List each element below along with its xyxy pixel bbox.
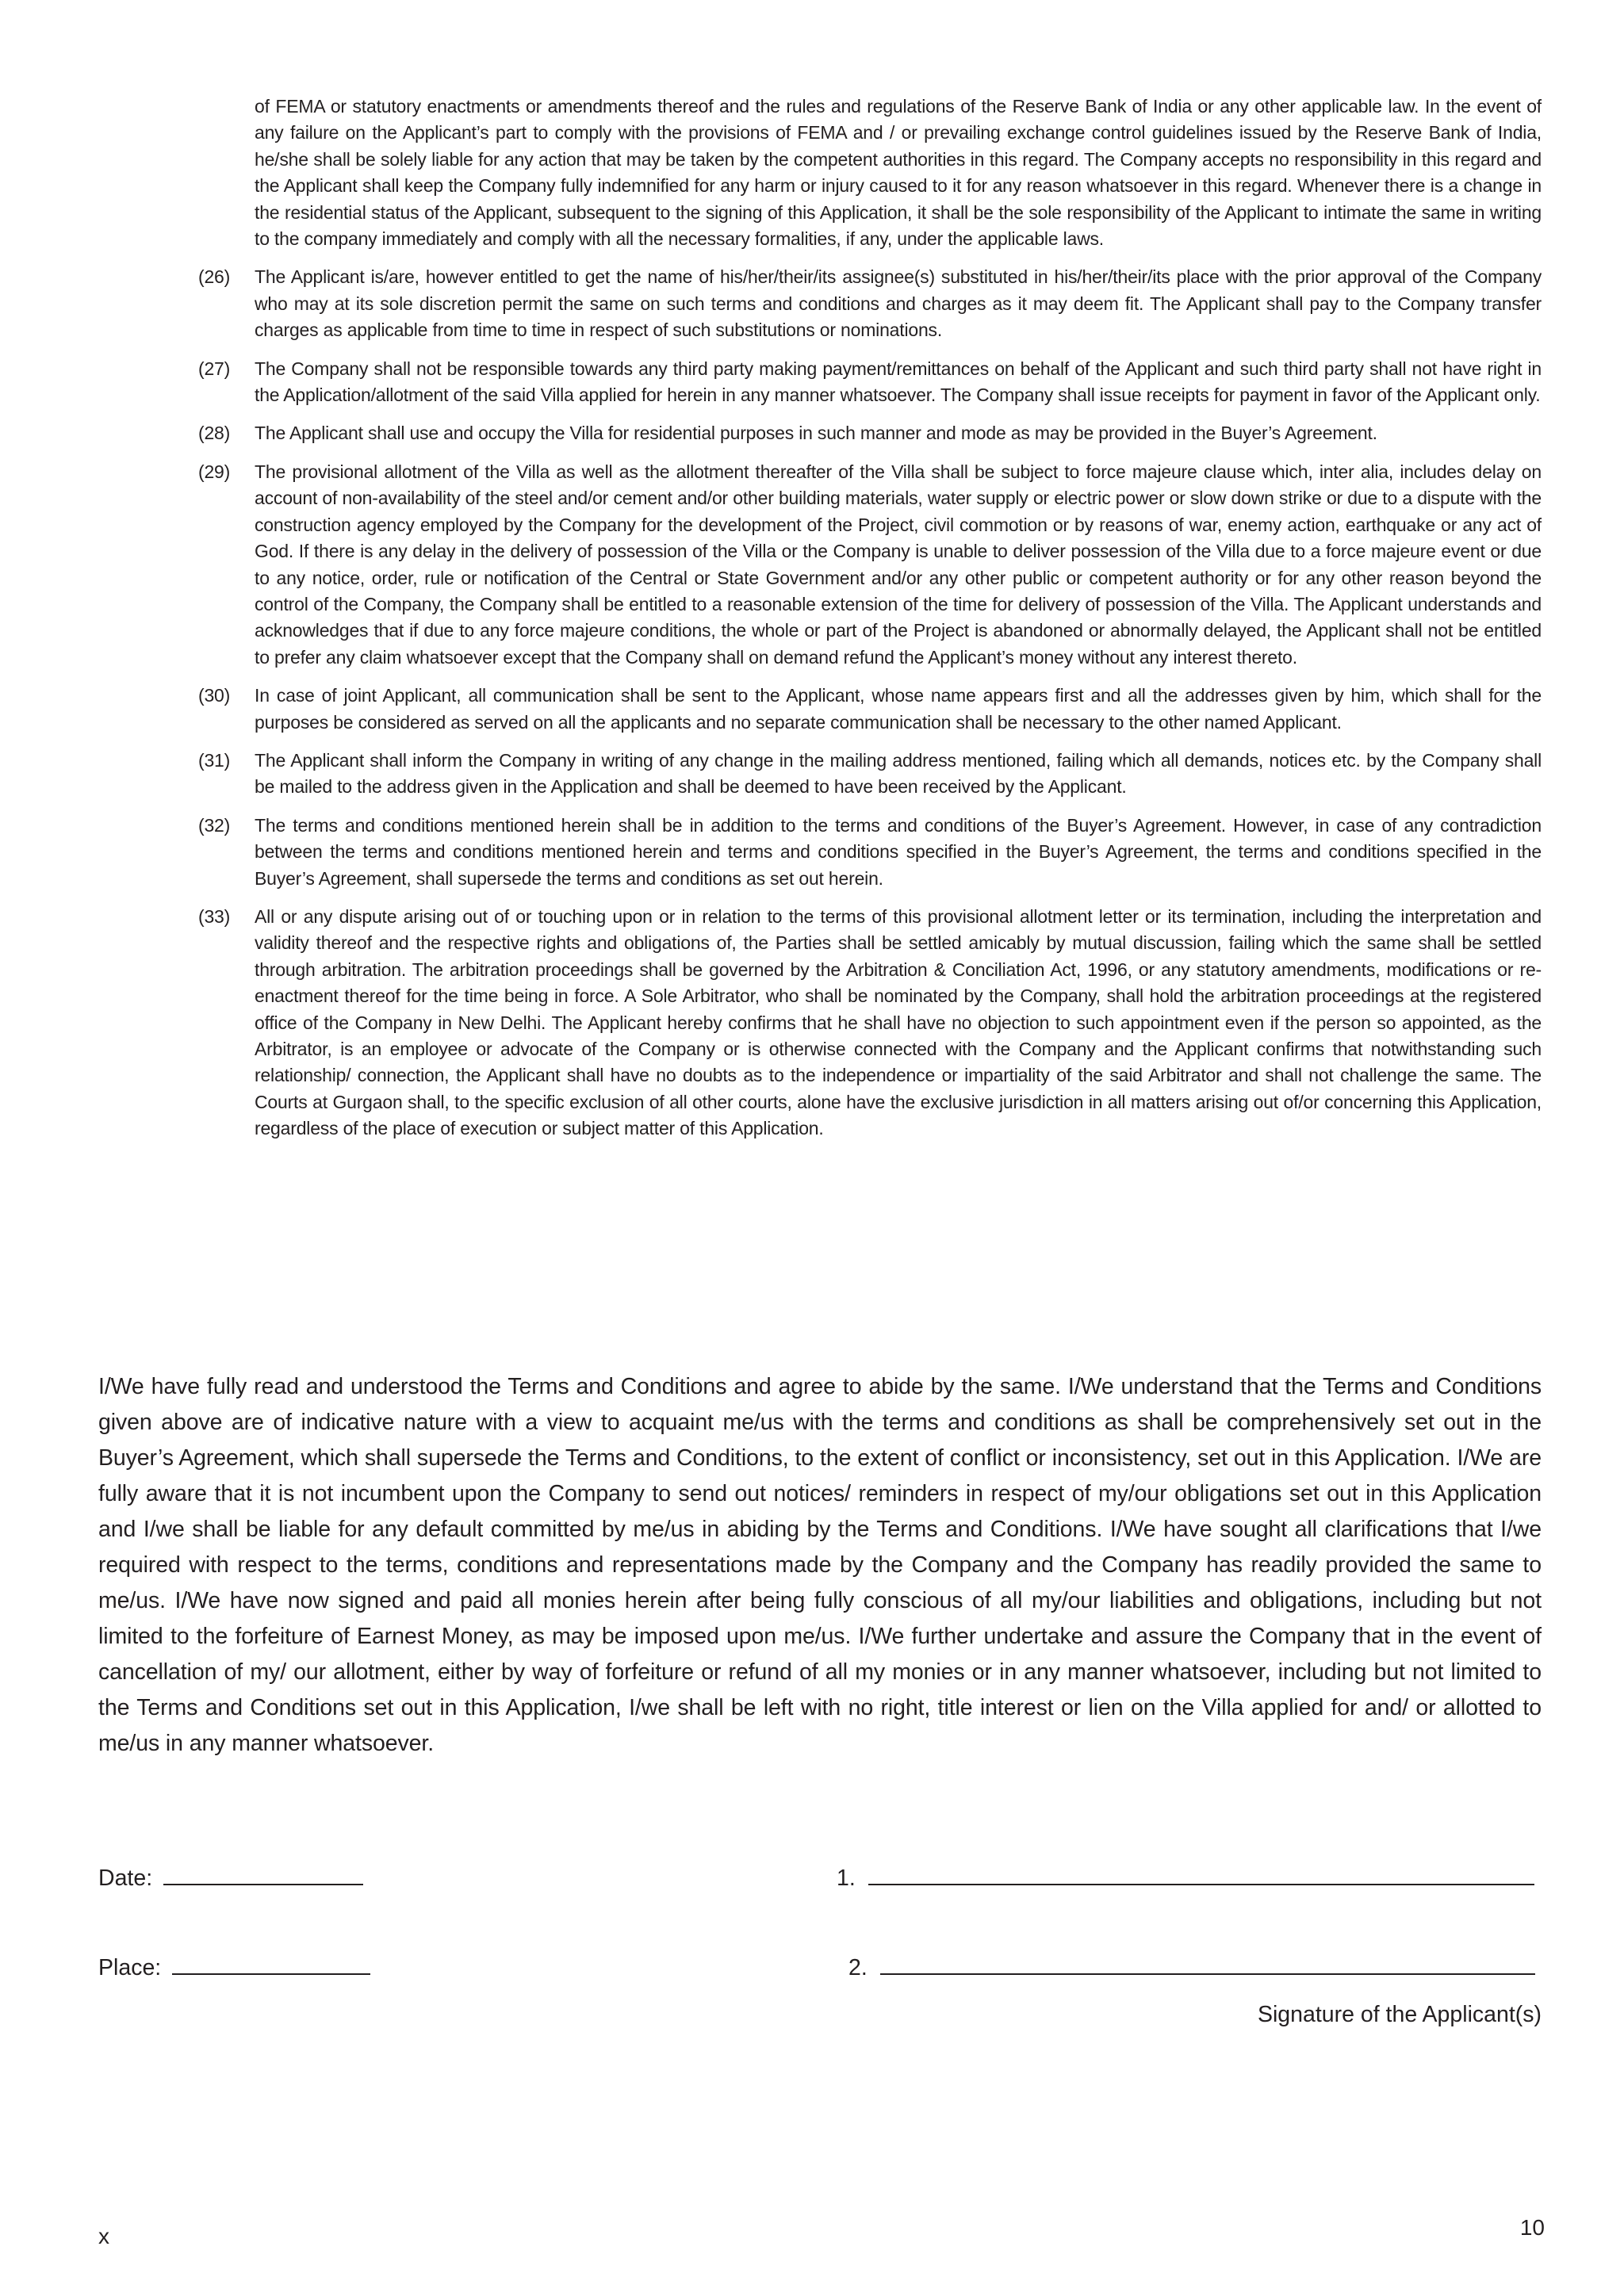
clause-number: (27) <box>198 358 231 379</box>
signature-line-2-row <box>848 1950 1535 1982</box>
clause-25-continuation <box>198 94 1542 252</box>
clause-text: In case of joint Applicant, all communication shall be sent to the Applicant, whose name appears first and all the addresses given by him, which shall for the purposes be considered as served on all the applicants and no separate communication shall be necessary to the other named Applicant. <box>255 685 1542 733</box>
clause-number: (29) <box>198 461 231 482</box>
clause-27 <box>198 356 1542 409</box>
signature-caption: Signature of the Applicant(s) <box>1257 2002 1542 2027</box>
place-field[interactable] <box>172 1950 370 1975</box>
applicant-declaration: I/We have fully read and understood the Terms and Conditions and agree to abide by the same. I/We understand that the Terms and Conditions given above are of indicative nature with a view to acquaint me/us with the terms and conditions as shall be comprehensively set out in the Buyer’s Agreement, which shall supersede the Terms and Conditions, to the extent of conflict or inconsistency, set out in this Application. I/We are fully aware that it is not incumbent upon the Company to send out notices/ reminders in respect of my/our obligations set out in this Application and I/we shall be liable for any default committed by me/us in abiding by the Terms and Conditions. I/We have sought all clarifications that I/we required with respect to the terms, conditions and representations made by the Company and the Company has readily provided the same to me/us. I/We have now signed and paid all monies herein after being fully conscious of all my/our liabilities and obligations, including but not limited to the forfeiture of Earnest Money, as may be imposed upon me/us. I/We further undertake and assure the Company that in the event of cancellation of my/ our allotment, either by way of forfeiture or refund of all my monies or in any manner whatsoever, including but not limited to the Terms and Conditions set out in this Application, I/we shall be left with no right, title interest or lien on the Villa applied for and/ or allotted to me/us in any manner whatsoever. <box>98 1374 1542 1756</box>
place-row <box>98 1950 370 1982</box>
signature-line-2-field[interactable] <box>880 1950 1535 1975</box>
clause-28 <box>198 420 1542 446</box>
date-field[interactable] <box>163 1860 363 1885</box>
signature-line-2-label: 2. <box>848 1955 868 1980</box>
clause-text: The terms and conditions mentioned herein shall be in addition to the terms and conditions of the Buyer’s Agreement. However, in case of any contradiction between the terms and conditions mentioned herein and terms and conditions specified in the Buyer’s Agreement, the terms and conditions specified in the Buyer’s Agreement, shall supersede the terms and conditions as set out herein. <box>255 814 1542 889</box>
clause-number: (28) <box>198 423 231 444</box>
terms-clauses <box>198 94 1542 1154</box>
clause-number: (30) <box>198 685 231 706</box>
signature-line-1-row <box>837 1860 1534 1892</box>
page-number: 10 <box>1519 2215 1545 2240</box>
clause-text: All or any dispute arising out of or touching upon or in relation to the terms of this provisional allotment letter or its termination, including the interpretation and validity thereof and the respective rights and obligations of, the Parties shall be settled amicably by mutual discussion, failing which the same shall be settled through arbitration. The arbitration proceedings shall be governed by the Arbitration & Conciliation Act, 1996, or any statutory amendments, modifications or re-enactment thereof for the time being in force. A Sole Arbitrator, who shall be nominated by the Company, shall hold the arbitration proceedings at the registered office of the Company in New Delhi. The Applicant hereby confirms that he shall have no objection to such appointment even if the person so appointed, as the Arbitrator, is an employee or advocate of the Company or is otherwise connected with the Company and the Applicant confirms that notwithstanding such relationship/ connection, the Applicant shall have no doubts as to the independence or impartiality of the said Arbitrator and shall not challenge the same. The Courts at Gurgaon shall, to the specific exclusion of all other courts, alone have the exclusive jurisdiction in all matters arising out of/or concerning this Application, regardless of the place of execution or subject matter of this Application. <box>255 905 1542 1139</box>
clause-text: The provisional allotment of the Villa as well as the allotment thereafter of the Villa shall be subject to force majeure clause which, inter alia, includes delay on account of non-availability of the steel and/or cement and/or other building materials, water supply or electric power or slow down strike or due to a dispute with the construction agency employed by the Company for the development of the Project, civil commotion or by reasons of war, enemy action, earthquake or any act of God. If there is any delay in the delivery of possession of the Villa or the Company is unable to deliver possession of the Villa due to a force majeure event or due to any notice, order, rule or notification of the Central or State Government and/or any other public or competent authority or for any other reason beyond the control of the Company, the Company shall be entitled to a reasonable extension of the time for delivery of possession of the Villa. The Applicant understands and acknowledges that if due to any force majeure conditions, the whole or part of the Project is abandoned or abnormally delayed, the Applicant shall not be entitled to prefer any claim whatsoever except that the Company shall on demand refund the Applicant’s money without any interest thereto. <box>255 461 1542 668</box>
signature-line-1-label: 1. <box>837 1866 856 1891</box>
clause-text: The Applicant shall use and occupy the Villa for residential purposes in such manner and mode as may be provided in the Buyer’s Agreement. <box>255 423 1377 444</box>
clause-33 <box>198 904 1542 1142</box>
clause-30 <box>198 683 1542 736</box>
clause-text: The Company shall not be responsible towards any third party making payment/remittances on behalf of the Applicant and such third party shall not have right in the Application/allotment of the said Villa applied for herein in any manner whatsoever. The Company shall issue receipts for payment in favor of the Applicant only. <box>255 358 1542 406</box>
clause-number: (26) <box>198 266 231 288</box>
clause-26 <box>198 264 1542 343</box>
clause-number: (31) <box>198 749 231 771</box>
date-row <box>98 1860 363 1892</box>
clause-text: The Applicant is/are, however entitled to get the name of his/her/their/its assignee(s) substituted in his/her/their/its place with the prior approval of the Company who may at its sole discretion permit the same on such terms and conditions and charges as it may deem fit. The Applicant shall pay to the Company transfer charges as applicable from time to time in respect of such substitutions or nominations. <box>255 266 1542 341</box>
clause-31 <box>198 748 1542 801</box>
clause-32 <box>198 813 1542 892</box>
clause-number: (33) <box>198 905 231 927</box>
clause-number: (32) <box>198 814 231 836</box>
clause-29 <box>198 459 1542 671</box>
signature-line-1-field[interactable] <box>868 1860 1534 1885</box>
clause-text: The Applicant shall inform the Company in writing of any change in the mailing address mentioned, failing which all demands, notices etc. by the Company shall be mailed to the address given in the Application and shall be deemed to have been received by the Applicant. <box>255 749 1542 798</box>
place-label: Place: <box>98 1955 162 1980</box>
clause-text: of FEMA or statutory enactments or amendments thereof and the rules and regulations of the Reserve Bank of India or any other applicable law. In the event of any failure on the Applicant’s part to comply with the provisions of FEMA and / or prevailing exchange control guidelines issued by the Reserve Bank of India, he/she shall be solely liable for any action that may be taken by the competent authorities in this regard. The Company accepts no responsibility in this regard and the Applicant shall keep the Company fully indemnified for any harm or injury caused to it for any reason whatsoever in this regard. Whenever there is a change in the residential status of the Applicant, subsequent to the signing of this Application, it shall be the sole responsibility of the Applicant to intimate the same in writing to the company immediately and comply with all the necessary formalities, if any, under the applicable laws. <box>255 96 1542 250</box>
footer-mark: x <box>98 2224 109 2248</box>
date-label: Date: <box>98 1866 153 1891</box>
